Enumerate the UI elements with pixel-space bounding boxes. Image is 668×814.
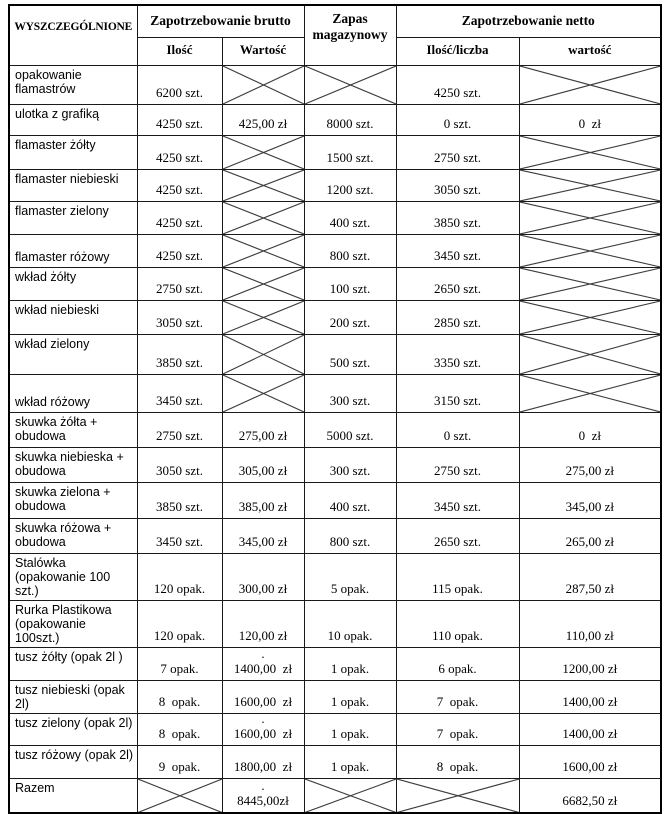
value-cell	[396, 300, 519, 334]
value-cell	[222, 600, 304, 647]
table-row	[9, 680, 661, 713]
value-cell	[222, 778, 304, 813]
value-cell	[519, 104, 661, 135]
cell-text: 120 opak.	[153, 580, 206, 596]
value-cell	[137, 745, 222, 778]
cell-text: 4250 szt.	[156, 181, 203, 197]
value-cell	[304, 169, 396, 201]
table-row	[9, 104, 661, 135]
value-cell	[396, 334, 519, 374]
value-cell	[137, 169, 222, 201]
value-cell	[137, 518, 222, 553]
value-cell	[222, 713, 304, 745]
cell-text: 1500 szt.	[326, 149, 374, 165]
value-cell	[137, 553, 222, 600]
value-cell	[396, 600, 519, 647]
value-cell	[396, 745, 519, 778]
value-cell	[396, 518, 519, 553]
cross-icon	[520, 66, 661, 104]
crossed-cell	[304, 65, 396, 104]
crossed-cell	[222, 169, 304, 201]
cell-text: 385,00 zł	[238, 498, 288, 514]
cell-text: 110,00 zł	[565, 627, 614, 643]
cell-text: 1 opak.	[330, 693, 370, 709]
value-cell	[396, 680, 519, 713]
row-label: tusz żółty (opak 2l )	[9, 647, 137, 680]
row-label: skuwka zielona + obudowa	[9, 482, 137, 518]
header-net-quantity: Ilość/liczba	[396, 37, 519, 65]
cell-text: 7 opak.	[160, 660, 199, 676]
value-cell	[222, 680, 304, 713]
cell-text: 1600,00 zł	[562, 758, 618, 774]
cell-text: 275,00 zł	[565, 462, 614, 478]
cell-text: 115 opak.	[432, 580, 483, 596]
table-row	[9, 778, 661, 813]
value-cell	[137, 334, 222, 374]
cross-icon	[520, 170, 661, 201]
value-cell	[396, 135, 519, 169]
value-cell	[304, 300, 396, 334]
value-cell	[137, 647, 222, 680]
value-cell	[519, 778, 661, 813]
value-cell	[396, 713, 519, 745]
table-row	[9, 267, 661, 300]
cross-icon	[223, 136, 304, 169]
cell-text: 400 szt.	[329, 214, 371, 230]
value-cell	[519, 680, 661, 713]
cell-text: 5000 szt.	[326, 427, 374, 443]
value-cell	[519, 412, 661, 447]
cell-text: 4250 szt.	[156, 214, 203, 230]
cell-text: 305,00 zł	[238, 462, 288, 478]
header-net-requirement-group: Zapotrzebowanie netto	[396, 5, 661, 37]
value-cell	[222, 412, 304, 447]
header-gross-quantity: Ilość	[137, 37, 222, 65]
value-cell	[137, 234, 222, 267]
cross-icon	[520, 375, 661, 412]
value-cell	[222, 482, 304, 518]
value-cell	[396, 482, 519, 518]
table-row	[9, 518, 661, 553]
value-cell	[222, 647, 304, 680]
table-row	[9, 482, 661, 518]
cell-text: 1400,00 zł	[562, 725, 618, 741]
crossed-cell	[222, 374, 304, 412]
crossed-cell	[519, 334, 661, 374]
value-cell	[304, 267, 396, 300]
cross-icon	[223, 268, 304, 300]
cell-text: 4250 szt.	[434, 84, 481, 100]
value-cell	[222, 745, 304, 778]
crossed-cell	[519, 234, 661, 267]
cell-text: 3450 szt.	[434, 498, 481, 514]
header-specification: WYSZCZEGÓLNIONE	[9, 5, 137, 65]
value-cell	[137, 65, 222, 104]
cell-text: 800 szt.	[329, 247, 371, 263]
table-header	[9, 5, 661, 65]
cross-icon	[305, 779, 396, 813]
row-label: opakowanie flamastrów	[9, 65, 137, 104]
crossed-cell	[222, 201, 304, 234]
crossed-cell	[222, 300, 304, 334]
cell-text: 1200,00 zł	[562, 660, 618, 676]
table-row	[9, 201, 661, 234]
cell-text: 345,00 zł	[565, 498, 614, 514]
header-gross-value: Wartość	[222, 37, 304, 65]
cross-icon	[223, 301, 304, 334]
cell-text: 3850 szt.	[434, 214, 481, 230]
cell-text: 3450 szt.	[156, 533, 203, 549]
table-row	[9, 447, 661, 482]
cell-text: 7 opak.	[436, 725, 479, 741]
stray-dot: .	[261, 647, 265, 661]
cell-text: 120 opak.	[153, 627, 206, 643]
table-row	[9, 412, 661, 447]
value-cell	[396, 201, 519, 234]
cross-icon	[223, 66, 304, 104]
table-row	[9, 713, 661, 745]
cross-icon	[520, 202, 661, 234]
cell-text: 0 szt.	[443, 427, 472, 443]
cell-text: 1800,00 zł	[233, 758, 293, 774]
cell-text: 800 szt.	[329, 533, 371, 549]
value-cell	[519, 447, 661, 482]
cell-text: 300 szt.	[329, 462, 371, 478]
cell-text: 0 szt.	[443, 115, 472, 131]
cell-text: 4250 szt.	[156, 247, 203, 263]
value-cell	[222, 104, 304, 135]
value-cell	[304, 553, 396, 600]
value-cell	[304, 234, 396, 267]
cell-text: 2750 szt.	[434, 149, 481, 165]
row-label: wkład niebieski	[9, 300, 137, 334]
value-cell	[396, 412, 519, 447]
row-label: ulotka z grafiką	[9, 104, 137, 135]
crossed-cell	[519, 135, 661, 169]
cell-text: 0 zł	[578, 115, 601, 131]
cell-text: 3150 szt.	[434, 392, 481, 408]
cell-text: 8 opak.	[158, 693, 201, 709]
crossed-cell	[222, 65, 304, 104]
value-cell	[304, 518, 396, 553]
table-row	[9, 234, 661, 267]
cell-text: 1600,00 zł	[233, 693, 293, 709]
value-cell	[519, 745, 661, 778]
cell-text: 425,00 zł	[238, 115, 288, 131]
value-cell	[137, 135, 222, 169]
header-gross-requirement-group: Zapotrzebowanie brutto	[137, 5, 304, 37]
cell-text: 4250 szt.	[156, 149, 203, 165]
value-cell	[304, 447, 396, 482]
cross-icon	[223, 202, 304, 234]
crossed-cell	[304, 778, 396, 813]
value-cell	[396, 374, 519, 412]
row-label: tusz niebieski (opak 2l)	[9, 680, 137, 713]
header-row-groups	[9, 5, 661, 37]
row-label: skuwka niebieska + obudowa	[9, 447, 137, 482]
value-cell	[137, 447, 222, 482]
value-cell	[396, 447, 519, 482]
cell-text: 3050 szt.	[434, 181, 481, 197]
row-label: flamaster różowy	[9, 234, 137, 267]
crossed-cell	[519, 169, 661, 201]
row-label: Stalówka (opakowanie 100 szt.)	[9, 553, 137, 600]
crossed-cell	[519, 65, 661, 104]
value-cell	[519, 518, 661, 553]
value-cell	[519, 482, 661, 518]
value-cell	[304, 334, 396, 374]
value-cell	[396, 647, 519, 680]
cell-text: 8 opak.	[158, 725, 201, 741]
value-cell	[304, 745, 396, 778]
table-row	[9, 600, 661, 647]
value-cell	[304, 713, 396, 745]
cell-text: 7 opak.	[436, 693, 479, 709]
row-label: flamaster żółty	[9, 135, 137, 169]
cell-text: 2650 szt.	[434, 280, 481, 296]
value-cell	[304, 135, 396, 169]
cell-text: 345,00 zł	[238, 533, 288, 549]
cell-text: 300,00 zł	[238, 580, 288, 596]
crossed-cell	[222, 234, 304, 267]
value-cell	[222, 447, 304, 482]
cell-text: 3850 szt.	[156, 498, 203, 514]
cell-text: 2650 szt.	[434, 533, 481, 549]
cell-text: 400 szt.	[329, 498, 371, 514]
crossed-cell	[396, 778, 519, 813]
cell-text: 2850 szt.	[434, 314, 481, 330]
cell-text: 1600,00 zł	[233, 725, 293, 741]
cross-icon	[138, 779, 222, 813]
row-label: wkład różowy	[9, 374, 137, 412]
value-cell	[304, 482, 396, 518]
value-cell	[519, 600, 661, 647]
cell-text: 200 szt.	[329, 314, 371, 330]
cell-text: 500 szt.	[329, 354, 371, 370]
crossed-cell	[222, 334, 304, 374]
cross-icon	[520, 235, 661, 267]
value-cell	[304, 412, 396, 447]
cell-text: 265,00 zł	[565, 533, 614, 549]
cross-icon	[520, 301, 661, 334]
crossed-cell	[137, 778, 222, 813]
row-label: wkład zielony	[9, 334, 137, 374]
cell-text: 3450 szt.	[434, 247, 481, 263]
value-cell	[137, 104, 222, 135]
row-label: flamaster zielony	[9, 201, 137, 234]
value-cell	[137, 300, 222, 334]
requirements-table	[8, 4, 662, 814]
value-cell	[137, 600, 222, 647]
cell-text: 2750 szt.	[156, 280, 203, 296]
cell-text: 1200 szt.	[326, 181, 374, 197]
value-cell	[137, 713, 222, 745]
table-row	[9, 647, 661, 680]
value-cell	[396, 553, 519, 600]
cross-icon	[520, 136, 661, 169]
table-row	[9, 745, 661, 778]
crossed-cell	[519, 374, 661, 412]
cell-text: 3850 szt.	[156, 354, 203, 370]
row-label: Razem	[9, 778, 137, 813]
cell-text: 100 szt.	[329, 280, 371, 296]
cell-text: 6 opak.	[438, 660, 477, 676]
cross-icon	[305, 66, 396, 104]
cell-text: 1400,00 zł	[562, 693, 618, 709]
row-label: skuwka żółta + obudowa	[9, 412, 137, 447]
cell-text: 110 opak.	[432, 627, 483, 643]
cell-text: 8000 szt.	[326, 115, 374, 131]
row-label: tusz różowy (opak 2l)	[9, 745, 137, 778]
row-label: wkład żółty	[9, 267, 137, 300]
cell-text: 1400,00 zł	[233, 660, 293, 676]
cross-icon	[223, 375, 304, 412]
value-cell	[137, 482, 222, 518]
crossed-cell	[222, 135, 304, 169]
cross-icon	[520, 268, 661, 300]
row-label: Rurka Plastikowa (opakowanie 100szt.)	[9, 600, 137, 647]
cell-text: 5 opak.	[330, 580, 370, 596]
value-cell	[396, 169, 519, 201]
value-cell	[304, 374, 396, 412]
row-label: tusz zielony (opak 2l)	[9, 713, 137, 745]
cell-text: 3050 szt.	[156, 314, 203, 330]
value-cell	[304, 647, 396, 680]
cell-text: 1 opak.	[330, 758, 370, 774]
cell-text: 10 opak.	[327, 627, 373, 643]
cell-text: 3050 szt.	[156, 462, 203, 478]
cell-text: 8 opak.	[436, 758, 479, 774]
cross-icon	[520, 335, 661, 374]
value-cell	[304, 104, 396, 135]
cross-icon	[397, 779, 519, 813]
value-cell	[222, 553, 304, 600]
value-cell	[137, 412, 222, 447]
table-row	[9, 169, 661, 201]
cell-text: 9 opak.	[158, 758, 201, 774]
cell-text: 120,00 zł	[238, 627, 288, 643]
header-net-value: wartość	[519, 37, 661, 65]
value-cell	[396, 267, 519, 300]
table-row	[9, 334, 661, 374]
cell-text: 6682,50 zł	[562, 793, 618, 808]
value-cell	[137, 374, 222, 412]
value-cell	[519, 713, 661, 745]
value-cell	[519, 553, 661, 600]
value-cell	[304, 201, 396, 234]
header-warehouse-stock: Zapas magazynowy	[304, 5, 396, 65]
row-label: skuwka różowa + obudowa	[9, 518, 137, 553]
cell-text: 6200 szt.	[156, 84, 203, 100]
table-row	[9, 65, 661, 104]
crossed-cell	[519, 267, 661, 300]
crossed-cell	[519, 201, 661, 234]
cell-text: 1 opak.	[330, 660, 370, 676]
cell-text: 0 zł	[578, 427, 601, 443]
cell-text: 275,00 zł	[238, 427, 288, 443]
table-row	[9, 374, 661, 412]
cell-text: 8445,00zł	[237, 793, 289, 808]
cell-text: 287,50 zł	[565, 580, 614, 596]
stray-dot: .	[261, 778, 265, 793]
table-row	[9, 553, 661, 600]
crossed-cell	[222, 267, 304, 300]
row-label: flamaster niebieski	[9, 169, 137, 201]
value-cell	[137, 201, 222, 234]
value-cell	[396, 65, 519, 104]
value-cell	[396, 234, 519, 267]
table-body	[9, 65, 661, 813]
stray-dot: .	[261, 713, 265, 726]
cell-text: 4250 szt.	[156, 115, 203, 131]
cell-text: 3350 szt.	[434, 354, 481, 370]
cross-icon	[223, 235, 304, 267]
value-cell	[396, 104, 519, 135]
cell-text: 1 opak.	[330, 725, 370, 741]
cross-icon	[223, 335, 304, 374]
cell-text: 3450 szt.	[156, 392, 203, 408]
cross-icon	[223, 170, 304, 201]
value-cell	[137, 680, 222, 713]
value-cell	[304, 600, 396, 647]
cell-text: 2750 szt.	[156, 427, 203, 443]
value-cell	[304, 680, 396, 713]
table-row	[9, 300, 661, 334]
cell-text: 300 szt.	[329, 392, 371, 408]
cell-text: 2750 szt.	[434, 462, 481, 478]
value-cell	[519, 647, 661, 680]
crossed-cell	[519, 300, 661, 334]
value-cell	[137, 267, 222, 300]
table-row	[9, 135, 661, 169]
value-cell	[222, 518, 304, 553]
